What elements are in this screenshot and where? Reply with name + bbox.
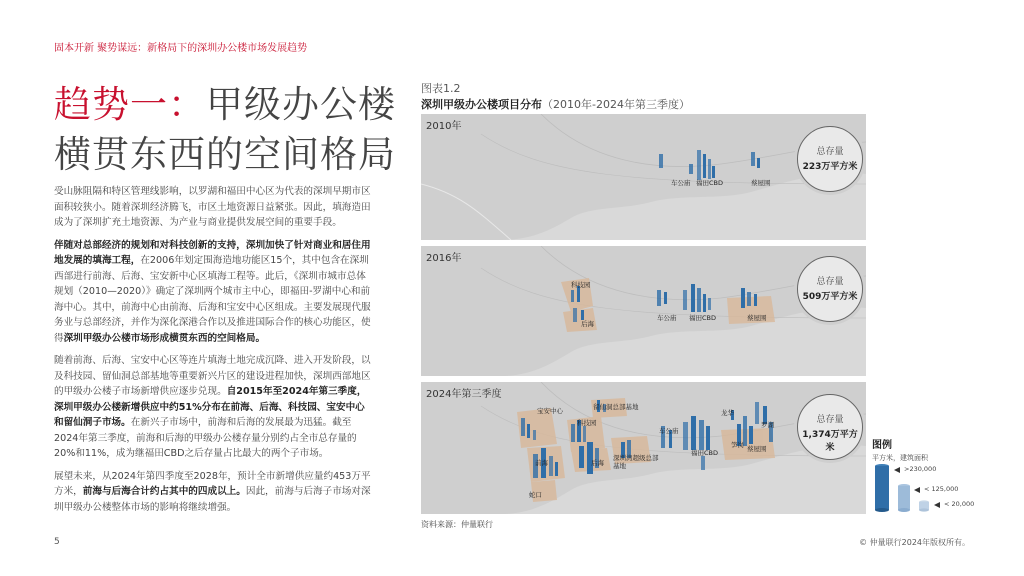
title-highlight: 趋势一： [54,83,206,126]
map-2016-label: 科技园 [571,281,591,289]
map-2024q3-label: 罗湖 [761,421,774,429]
map-2016-label: 车公庙 [657,314,677,322]
bubble-caption: 总存量 [816,415,844,425]
bubble-value: 223万平方米 [802,162,858,172]
legend-value-large: >230,000 [904,465,937,473]
map-2016-label: 蔡屋围 [747,314,767,322]
page-number: 5 [54,537,60,547]
map-2024q3 [421,382,866,514]
copyright: © 仲量联行2024年版权所有。 [859,538,970,547]
paragraph-3 [54,353,374,462]
bubble-caption: 总存量 [816,147,844,157]
legend-title: 图例 [872,440,892,451]
map-2024q3-label: 福田CBD [691,449,719,457]
body-text [54,184,374,522]
map-2024q3-label: 龙华 [721,409,734,417]
page-header: 固本开新 聚势谋远：新格局下的深圳办公楼市场发展趋势 [54,43,308,54]
map-2010-year: 2010年 [426,121,462,132]
map-2024q3-label: 前海 [535,459,548,467]
bubble-value: 1,374万平方米 [802,430,858,453]
p3-text-b: 在新兴子市场中，前海和后海的发展最为迅猛。截至2024年第三季度，前海和后海的甲级办公楼存量分别约占全市总存量的20%和11%，成为继福田CBD之后存量占比最大的两个子市场。 [54,417,357,459]
bubble-caption: 总存量 [816,277,844,287]
map-2016-label: 后海 [581,320,594,328]
title-line1: 甲级办公楼 [206,83,396,126]
title-line2: 横贯东西的空间格局 [54,133,396,176]
map-2024q3-label: 后海 [591,459,604,467]
map-2024q3-label: 车公庙 [659,427,679,435]
map-2010-label: 车公庙 [671,179,691,187]
map-2016-label: 福田CBD [689,314,717,322]
map-2024q3-label: 留仙洞总部基地 [593,403,639,411]
map-2016-total-bubble [797,256,863,322]
map-2016-year: 2016年 [426,253,462,264]
map-2010-label: 福田CBD [696,179,724,187]
paragraph-2 [54,238,374,347]
p2-bold: 伴随对总部经济的规划和对科技创新的支持，深圳加快了针对商业和居住用地发展的填海工程， [54,239,371,266]
figure-label: 图表1.2 [421,82,461,95]
legend-subtitle: 平方米，建筑面积 [872,454,928,462]
map-2024q3-total-bubble [797,394,863,460]
p3-text-a: 随着前海、后海、宝安中心区等连片填海土地完成沉降、进入开发阶段，以及科技园、留仙洞总部基地等重要新兴片区的建设进程加快，深圳西部地区的甲级办公楼子市场新增供应逐步兑现。 [54,355,371,397]
map-2024q3-label: 笋岗 [731,441,744,449]
p2-bold2: 深圳甲级办公楼市场形成横贯东西的空间格局。 [63,332,266,344]
map-2010-graphic [421,114,866,240]
paragraph-4 [54,469,374,516]
map-legend [872,436,992,516]
figure-subtitle: （2010年-2024年第三季度） [542,98,690,111]
map-2024q3-label: 蔡屋围 [747,445,767,453]
p4-bold: 前海与后海合计约占其中的四成以上。 [82,486,246,497]
bubble-value: 509万平方米 [802,292,858,302]
legend-value-medium: < 125,000 [924,485,959,493]
map-2024q3-year: 2024年第三季度 [426,389,502,400]
map-2016 [421,246,866,376]
map-2010 [421,114,866,240]
map-2016-graphic [421,246,866,376]
p4-text-b: 因此，前海与后海子市场对深圳甲级办公楼整体市场的影响将继续增强。 [54,486,371,513]
figure-title: 深圳甲级办公楼项目分布（2010年-2024年第三季度） [421,98,690,111]
map-2010-label: 蔡屋围 [751,179,771,187]
map-2024q3-label: 蛇口 [529,491,542,499]
p2-text: 在2006年划定围海造地功能区15个，其中包含在深圳西部进行前海、后海、宝安新中心区填海工程等。此后，《深圳市城市总体规划（2010—2020）》确定了深圳两个城市主中心，即福田-罗湖中心和前海中心。其中，前海中心由前海、后海和宝安中心区组成。主要发展现代服务业与总部经济，并作为深化深港合作以及推进国际合作的核心功能区，使得 [54,255,371,344]
paragraph-1: 受山脉阻隔和特区管理线影响，以罗湖和福田中心区为代表的深圳早期市区面积较狭小。随着深圳经济腾飞，市区土地资源日益紧张。因此，填海造田成为了深圳扩充土地资源、为产业与商业提供发展空间的重要手段。 [54,186,371,228]
figure-source: 资料来源：仲量联行 [421,520,493,529]
map-2010-total-bubble [797,126,863,192]
map-2024q3-label: 科技园 [577,419,597,427]
map-2024q3-label: 宝安中心 [537,407,563,415]
p4-text-a: 展望未来，从2024年第四季度至2028年，预计全市新增供应量约453万平方米， [54,470,371,497]
legend-value-small: < 20,000 [944,500,975,508]
p3-bold: 自2015年至2024年第三季度，深圳甲级办公楼新增供应中约51%分布在前海、后海、科技园、宝安中心和留仙洞子市场。 [54,386,367,428]
page-title [54,80,396,180]
map-2024q3-label: 深圳湾超级总部基地 [613,454,659,470]
